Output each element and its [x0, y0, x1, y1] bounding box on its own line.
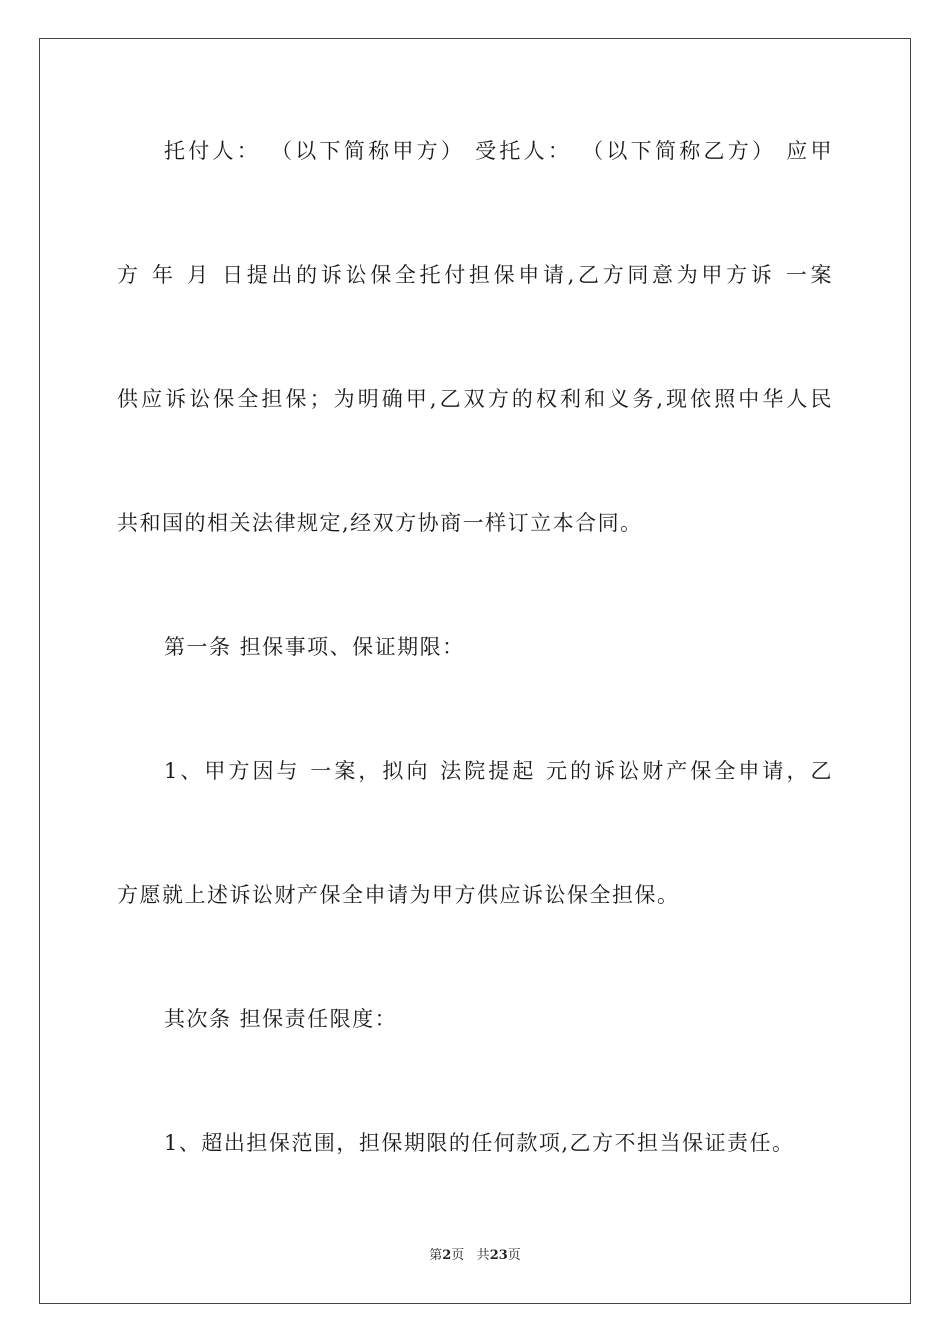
- paragraph-line: 托付人： （以下简称甲方） 受托人： （以下简称乙方） 应甲: [164, 139, 833, 163]
- footer-total-prefix: 共: [476, 1248, 490, 1263]
- paragraph-line: 共和国的相关法律规定,经双方协商一样订立本合同。: [117, 511, 643, 535]
- section-heading: 第一条 担保事项、保证期限：: [164, 635, 465, 659]
- current-page-number: 2: [442, 1248, 452, 1263]
- section-heading: 其次条 担保责任限度：: [164, 1007, 398, 1031]
- paragraph-line: 供应诉讼保全担保；为明确甲,乙双方的权利和义务,现依照中华人民: [117, 387, 833, 411]
- paragraph-line: 方 年 月 日提出的诉讼保全托付担保申请,乙方同意为甲方诉 一案: [117, 263, 833, 287]
- page-footer: [0, 1246, 950, 1266]
- footer-page-suffix: 页: [451, 1248, 465, 1263]
- paragraph-line: 1、甲方因与 一案，拟向 法院提起 元的诉讼财产保全申请，乙: [164, 759, 833, 783]
- footer-total-suffix: 页: [507, 1248, 521, 1263]
- paragraph-line: 1、超出担保范围，担保期限的任何款项,乙方不担当保证责任。: [164, 1131, 795, 1155]
- page-border: [39, 38, 911, 1304]
- footer-prefix: 第: [429, 1248, 443, 1263]
- total-pages-number: 23: [489, 1248, 508, 1263]
- paragraph-line: 方愿就上述诉讼财产保全申请为甲方供应诉讼保全担保。: [117, 883, 680, 907]
